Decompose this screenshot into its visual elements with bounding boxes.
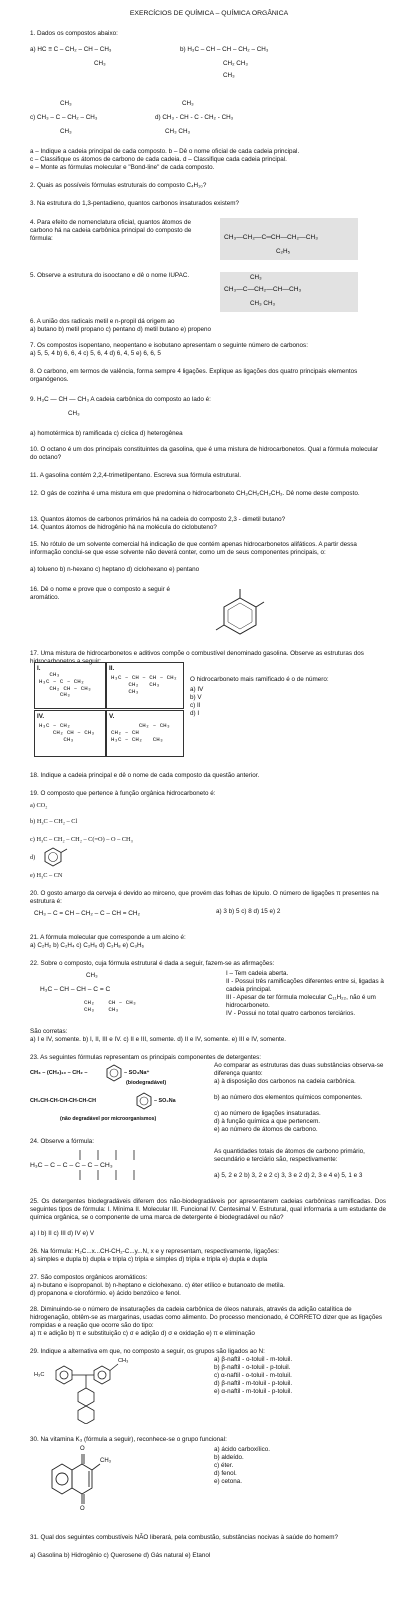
q17-box-2-label: II.	[109, 665, 115, 672]
q19-benzene-icon	[42, 846, 68, 868]
q9-branch: CH₃	[68, 410, 80, 417]
q11: 11. A gasolina contém 2,2,4-trimetilpentano. Escreva sua fórmula estrutural.	[30, 472, 241, 479]
q17-box-4	[34, 710, 106, 757]
q17-question: O hidrocarboneto mais ramificado é o de número:	[190, 676, 329, 683]
q16: 16. Dê o nome e prove que o composto a seguir é aromático.	[30, 586, 171, 601]
q22-formula: H₃C – CH – CH – C = C	[40, 986, 111, 993]
q1-a: a) HC ≡ C – CH₂ – CH – CH₃	[30, 46, 112, 53]
q19-option-e: e) H₃C – CN	[30, 872, 63, 879]
q21-options: a) C₂H₂ b) C₂H₄ c) C₂H₆ d) C₃H₈ e) C₃H₆	[30, 942, 145, 949]
q30-option-e: e) cetona.	[214, 1478, 243, 1485]
q1-b-branch1: CH₂ CH₃	[223, 60, 248, 67]
q23-ring-2-icon	[134, 1092, 154, 1110]
q23-option-e: e) ao número de átomos de carbono.	[214, 1126, 318, 1133]
q7-options: a) 5, 5, 4 b) 6, 6, 4 c) 5, 6, 4 d) 6, 4, 5 e) 6, 6, 5	[30, 350, 161, 357]
q10: 10. O octano é um dos principais constituintes da gasolina, que é uma mistura de hidrocarbonetos. Qual a fórmula molecular do octano?	[30, 446, 378, 461]
q4-branch: C₂H₅	[276, 248, 291, 255]
q8: 8. O carbono, em termos de valência, forma sempre 4 ligações. Explique as ligações dos quatro principais elementos organógenos.	[30, 368, 358, 383]
q17-box-4-label: IV.	[37, 713, 45, 720]
q23-stem: 23. As seguintes fórmulas representam os principais componentes de detergentes:	[30, 1054, 262, 1061]
q17-box-2	[106, 662, 184, 709]
q20-stem: 20. O gosto amargo da cerveja é devido ao mirceno, que provém das folhas de lúpulo. O número de ligações π presentes na estrutura é:	[30, 890, 379, 905]
q1-c-bottom: CH₃	[60, 128, 72, 135]
q1-c: c) CH₃ – C – CH₂ – CH₃	[30, 114, 98, 121]
q28-options: a) π e adição b) π e substituição c) σ e adição d) σ e oxidação e) π e eliminação	[30, 1330, 255, 1337]
q17-box-1-label: I.	[37, 665, 41, 672]
q28-stem: 28. Diminuindo-se o número de insaturações da cadeia carbônica de óleos naturais, através da adição catalítica de hidrogenação, obtêm-se as margarinas, usadas como alimento. Do processo mencionado, é CORRETO dizer que as ligações rompidas e a reação que ocorre são do tipo:	[30, 1306, 382, 1329]
q29-amine-structure	[34, 1356, 144, 1424]
q1-task-1: a – Indique a cadeia principal de cada composto. b – Dê o nome oficial de cada cadeia principal.	[30, 148, 300, 155]
q22-statement-3: III - Apesar de ter fórmula molecular C₁₁H₂₂, não é um hidrocarboneto.	[226, 994, 376, 1009]
q19-option-a: a) CO₂	[30, 802, 48, 809]
q27-options-1: a) n-butano e isopropanol. b) n-heptano e ciclohexano. c) éter etílico e butanoato de metila.	[30, 1282, 285, 1289]
q9-options: a) homotérmica b) ramificada c) cíclica d) heterogênea	[30, 430, 183, 437]
q17-option-b: b) V	[190, 694, 202, 701]
q29-option-d: d) β-naftil - m-toluil - p-toluil.	[214, 1380, 293, 1387]
q22-formula-bottom: CH₂ CH – CH₃ CH₃ CH₃	[84, 999, 137, 1013]
q23-option-d: d) à função química a que pertencem.	[214, 1118, 321, 1125]
q6-options: a) butano b) metil propano c) pentano d) metil butano e) propeno	[30, 326, 211, 333]
q17-box-1-structure: CH₃ H₃C – C – CH₂ CH₂ CH – CH₃ CH₃	[39, 671, 92, 699]
q25: 25. Os detergentes biodegradáveis diferem dos não-biodegradáveis por apresentarem cadeias carbônicas ramificadas. Dos seguintes tipos de fórmula: I. Mínima II. Molecular III. Funcional IV. Centesimal V. Estrutural, qual informaria a um estudante de química orgânica, se o componente de uma marca de detergente é biodegradável ou não?	[30, 1198, 386, 1221]
q5-text: 5. Observe a estrutura do isooctano e dê o nome IUPAC.	[30, 272, 190, 279]
page-title: EXERCÍCIOS DE QUÍMICA – QUÍMICA ORGÂNICA	[129, 10, 289, 17]
q16-aromatic-ring-structure	[210, 584, 270, 646]
q30-option-c: c) éter.	[214, 1462, 234, 1469]
q26-options: a) simples e dupla b) dupla e tripla c) tripla e simples d) tripla e tripla e) dupla e dupla	[30, 1256, 268, 1263]
q29-option-c: c) α-naftil - o-toluil - m-toluil.	[214, 1372, 292, 1379]
q6-stem: 6. A união dos radicais metil e n-propil dá origem ao	[30, 318, 175, 325]
q17-option-c: c) II	[190, 702, 201, 709]
q18: 18. Indique a cadeia principal e dê o nome de cada composto da questão anterior.	[30, 772, 260, 779]
q23-caption-1: (biodegradável)	[126, 1080, 167, 1086]
q17-option-a: a) IV	[190, 686, 204, 693]
q21-stem: 21. A fórmula molecular que corresponde a um alcino é:	[30, 934, 186, 941]
q30-o-top: O	[80, 1446, 85, 1452]
q30-option-a: a) ácido carboxílico.	[214, 1446, 270, 1453]
q4-formula-box	[220, 218, 358, 260]
q22-statement-1: I – Tem cadeia aberta.	[226, 970, 289, 977]
q31-stem: 31. Qual dos seguintes combustíveis NÃO liberará, pela combustão, substâncias nocivas à saúde do homem?	[30, 1534, 339, 1541]
q1-a-branch: CH₃	[94, 60, 106, 67]
q4-formula: CH₃—CH₂—C═CH—CH₂—CH₃	[224, 234, 318, 241]
q5-bottom: CH₃ CH₃	[250, 300, 276, 307]
q30-option-b: b) aldeído.	[214, 1454, 244, 1461]
q4-text: 4. Para efeito de nomenclatura oficial, quantos átomos de carbono há na cadeia carbônica principal do composto de fórmula:	[30, 219, 192, 242]
q24-formula: H₃C – C – C – C – C – CH₃	[30, 1162, 113, 1169]
q20-options: a) 3 b) 5 c) 8 d) 15 e) 2	[216, 908, 281, 915]
q23-formula-1-tail: – SO₃Na⁺	[124, 1070, 150, 1076]
q19-option-c: c) H₃C – CH₂ – CH₂ – C(=O) – O – CH₃	[30, 836, 133, 843]
q23-option-a: a) à disposição dos carbonos na cadeia carbônica.	[214, 1078, 356, 1085]
q17-box-4-structure: H₃C – CH₂ CH₂ CH – CH₃ CH₃	[39, 722, 95, 743]
q1-d: d) CH₃ - CH - C - CH₂ - CH₃	[155, 114, 234, 121]
q23-ring-1-icon	[104, 1064, 124, 1082]
q1-stem: 1. Dados os compostos abaixo:	[30, 30, 118, 37]
q5-formula-box	[220, 272, 358, 312]
q9-stem: 9. H₃C — CH — CH₃ A cadeia carbônica do composto ao lado é:	[30, 396, 211, 403]
q17-box-1	[34, 662, 106, 709]
q1-b-branch2: CH₃	[223, 72, 235, 79]
q7-stem: 7. Os compostos isopentano, neopentano e isobutano apresentam o seguinte número de carbonos:	[30, 342, 308, 349]
q22-stem: 22. Sobre o composto, cuja fórmula estrutural é dada a seguir, fazem-se as afirmações:	[30, 960, 275, 967]
q20-formula: CH₃ – C = CH – CH₂ – C – CH = CH₂	[34, 910, 140, 917]
q17-option-d: d) I	[190, 710, 200, 717]
q22-options: a) I e IV, somente. b) I, II, III e IV. c) II e III, somente. d) II e IV, somente. e) III e IV, somente.	[30, 1036, 286, 1043]
q30-stem: 30. Na vitamina K₃ (fórmula a seguir), reconhece-se o grupo funcional:	[30, 1436, 227, 1443]
q17-box-5-structure: CH₂ – CH₃ CH₂ – CH H₃C – CH₂ CH₃	[111, 722, 171, 743]
q17-stem: 17. Uma mistura de hidrocarbonetos e aditivos compõe o combustível denominado gasolina. Observe as estruturas dos hidrocarbonetos a seguir:	[30, 650, 364, 665]
q26-stem: 26. Na fórmula: H₂C...x...CH-CH₂-C...y...N, x e y representam, respectivamente, ligações:	[30, 1248, 280, 1255]
q23-formula-2-tail: – SO₃Na	[154, 1098, 176, 1104]
q29-h3c-label: H₃C	[34, 1372, 45, 1378]
q24-stem: 24. Observe a fórmula:	[30, 1138, 95, 1145]
q23-caption-2: (não degradável por microorganismos)	[60, 1116, 157, 1122]
q1-b: b) H₃C – CH – CH – CH₂ – CH₃	[180, 46, 269, 53]
q19-stem: 19. O composto que pertence à função orgânica hidrocarboneto é:	[30, 790, 216, 797]
q27-options-2: d) propanona e clorofórmio. e) ácido benzóico e fenol.	[30, 1290, 181, 1297]
q23-option-b: b) ao número dos elementos químicos componentes.	[214, 1094, 363, 1101]
q23-right: Ao comparar as estruturas das duas substâncias observa-se diferença quanto:	[214, 1062, 384, 1077]
q30-ch3-label: CH₃	[100, 1458, 112, 1464]
q17-box-5	[106, 710, 184, 757]
q29-stem: 29. Indique a alternativa em que, no composto a seguir, os grupos são ligados ao N:	[30, 1348, 265, 1355]
q1-d-bottom: CH₃ CH₃	[165, 128, 191, 135]
q17-box-5-label: V.	[109, 713, 115, 720]
q30-o-bottom: O	[80, 1506, 85, 1512]
q5-mid: CH₃—C—CH₂—CH—CH₃	[224, 286, 302, 293]
q1-c-top: CH₃	[60, 100, 72, 107]
q29-option-a: a) β-naftil - o-toluil - m-toluil.	[214, 1356, 293, 1363]
q23-formula-2: CH₃CH-CH-CH-CH-CH-CH	[30, 1098, 96, 1104]
q27-stem: 27. São compostos orgânicos aromáticos:	[30, 1274, 148, 1281]
q19-option-b: b) H₃C – CH₂ – Cl	[30, 818, 78, 825]
q22-statement-4: IV - Possui no total quatro carbonos terciários.	[226, 1010, 356, 1017]
q30-option-d: d) fenol.	[214, 1470, 237, 1477]
q22-correct: São corretas:	[30, 1028, 68, 1035]
q29-ch3-label: CH₃	[118, 1358, 129, 1364]
q25-options: a) I b) II c) III d) IV e) V	[30, 1230, 95, 1237]
q15-stem: 15. No rótulo de um solvente comercial há indicação de que contém apenas hidrocarbonetos alifáticos. A partir dessa informação conclui-se que esse solvente não deverá conter, como um de seus componentes principais, o:	[30, 541, 357, 556]
q22-formula-top: CH₃	[86, 972, 98, 979]
q23-formula-1: CH₃ – (CH₂)₁₀ – CH₂ –	[30, 1070, 88, 1076]
q2: 2. Quais as possíveis fórmulas estruturais do composto C₄H₁₀?	[30, 182, 207, 189]
q1-d-top: CH₃	[182, 100, 194, 107]
q24-right: As quantidades totais de átomos de carbono primário, secundário e terciário são, respectivamente:	[214, 1148, 365, 1163]
q15-options: a) tolueno b) n-hexano c) heptano d) ciclohexano e) pentano	[30, 566, 200, 573]
q23-option-c: c) ao número de ligações insaturadas.	[214, 1110, 321, 1117]
q17-box-2-structure: H₃C – CH – CH – CH₂ CH₂ CH₃ CH₃	[111, 674, 178, 695]
q29-option-e: e) α-naftil - m-toluil - p-toluil.	[214, 1388, 293, 1395]
q24-options: a) 5, 2 e 2 b) 3, 2 e 2 c) 3, 3 e 2 d) 2, 3 e 4 e) 5, 1 e 3	[214, 1172, 363, 1179]
q1-task-2: c – Classifique os átomos de carbono de cada cadeia. d – Classifique cada cadeia principal.	[30, 156, 287, 163]
q22-statement-2: II - Possui três ramificações diferentes entre si, ligadas à cadeia principal.	[226, 978, 384, 993]
q14: 14. Quantos átomos de hidrogênio há na molécula do ciclobuteno?	[30, 524, 217, 531]
q13: 13. Quantos átomos de carbonos primários há na cadeia do composto 2,3 - dimetil butano?	[30, 516, 286, 523]
q29-option-b: b) β-naftil - o-toluil - p-toluil.	[214, 1364, 291, 1371]
q3: 3. Na estrutura do 1,3-pentadieno, quantos carbonos insaturados existem?	[30, 200, 239, 207]
q30-vitamin-k3-structure	[40, 1444, 120, 1514]
q1-task-3: e – Monte as fórmulas molecular e "Bond-line" de cada composto.	[30, 164, 215, 171]
q19-option-d: d)	[30, 854, 36, 861]
q31-options: a) Gasolina b) Hidrogênio c) Querosene d) Gás natural e) Etanol	[30, 1552, 211, 1559]
q5-top: CH₃	[250, 274, 262, 281]
q12: 12. O gás de cozinha é uma mistura em que predomina o hidrocarboneto CH₃CH₂CH₂CH₃. Dê nome deste composto.	[30, 490, 360, 497]
